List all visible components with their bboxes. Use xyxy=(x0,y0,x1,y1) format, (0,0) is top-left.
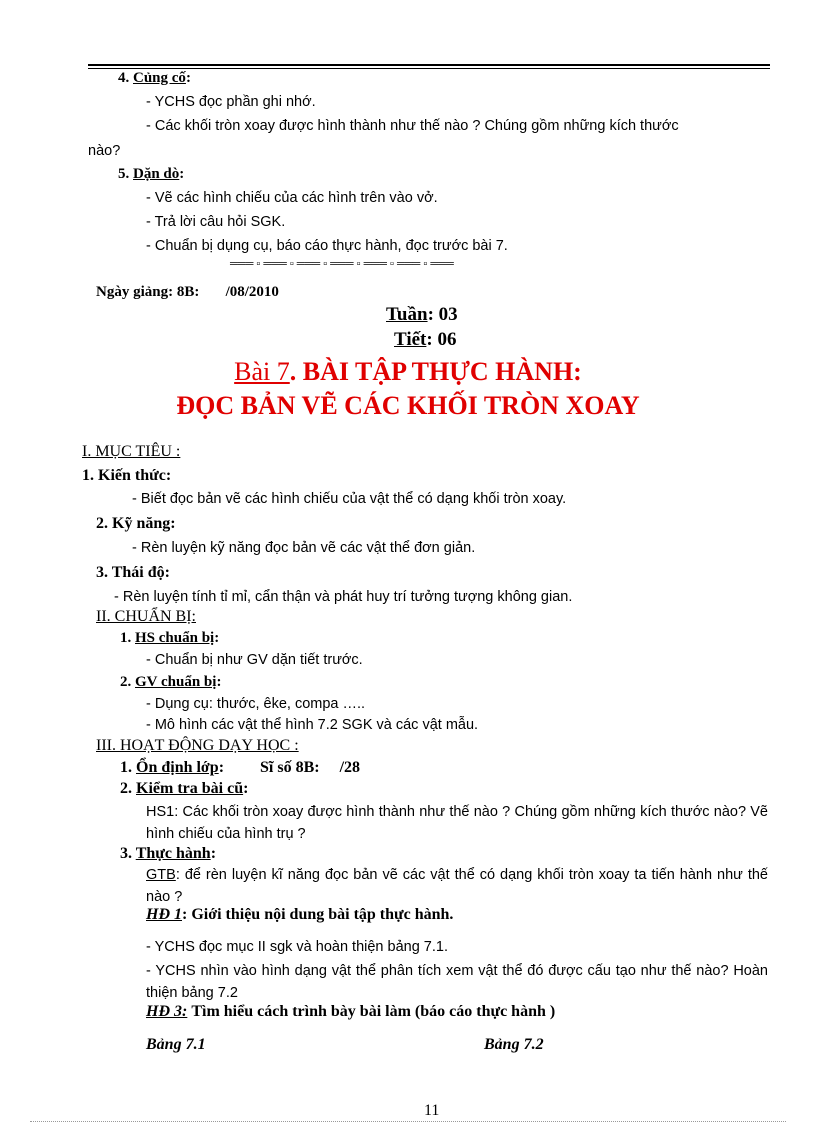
gv-prep-item-1: - Dụng cụ: thước, êke, compa ….. xyxy=(146,696,366,712)
hd3-line: HĐ 3: Tìm hiểu cách trình bày bài làm (báo cáo thực hành ) xyxy=(146,1003,556,1020)
review-item-2: - Các khối tròn xoay được hình thành như thế nào ? Chúng gồm những kích thước xyxy=(146,118,679,134)
review-item-2-cont: nào? xyxy=(88,143,121,159)
hs-prep-heading: 1. HS chuẩn bị: xyxy=(120,630,220,646)
lesson-title-line-2: ĐỌC BẢN VẼ CÁC KHỐI TRÒN XOAY xyxy=(176,391,640,420)
check-question: HS1: Các khối tròn xoay được hình thành như thế nào ? Chúng gồm những kích thước nào? Vẽ hình chiếu của hình trụ ? xyxy=(146,804,768,842)
homework-item-2: - Trả lời câu hỏi SGK. xyxy=(146,214,286,230)
skills-item: - Rèn luyện kỹ năng đọc bản vẽ các vật thể đơn giản. xyxy=(132,540,476,556)
gtb-paragraph: GTB: để rèn luyện kĩ năng đọc bản vẽ các vật thể có dạng khối tròn xoay ta tiến hành như thế nào ? xyxy=(146,867,768,905)
gv-prep-item-2: - Mô hình các vật thể hình 7.2 SGK và các vật mẫu. xyxy=(146,717,479,733)
page-number: 11 xyxy=(424,1102,440,1119)
hd1-line: HĐ 1: Giới thiệu nội dung bài tập thực hành. xyxy=(146,906,454,923)
check-heading: 2. Kiểm tra bài cũ: xyxy=(120,780,249,797)
footer-rule xyxy=(30,1121,786,1122)
activities-heading: III. HOẠT ĐỘNG DẠY HỌC : xyxy=(96,737,299,754)
hs-prep-item: - Chuẩn bị như GV dặn tiết trước. xyxy=(146,652,363,668)
header-rule-thin xyxy=(88,68,770,69)
table-7-2-label: Bảng 7.2 xyxy=(484,1036,544,1053)
homework-item-3: - Chuẩn bị dụng cụ, báo cáo thực hành, đọc trước bài 7. xyxy=(146,238,508,254)
review-item-1: - YCHS đọc phần ghi nhớ. xyxy=(146,94,316,110)
header-rule xyxy=(88,64,770,66)
section-separator: ═══ ▫ ═══ ▫ ═══ ▫ ═══ ▫ ═══ ▫ ═══ ▫ ═══ xyxy=(230,258,454,270)
attitude-heading: 3. Thái độ: xyxy=(96,564,170,581)
date-line: Ngày giảng: 8B: /08/2010 xyxy=(96,284,279,300)
knowledge-heading: 1. Kiến thức: xyxy=(82,467,172,484)
knowledge-item: - Biết đọc bản vẽ các hình chiếu của vật thể có dạng khối tròn xoay. xyxy=(132,491,567,507)
table-7-1-label: Bảng 7.1 xyxy=(146,1036,206,1053)
homework-heading: 5. Dặn dò: xyxy=(118,166,185,182)
homework-item-1: - Vẽ các hình chiếu của các hình trên vào vở. xyxy=(146,190,438,206)
hd1-item-1: - YCHS đọc mục II sgk và hoàn thiện bảng 7.1. xyxy=(146,939,448,955)
preparation-heading: II. CHUẨN BỊ: xyxy=(96,608,196,625)
objectives-heading: I. MỤC TIÊU : xyxy=(82,443,181,460)
week-line: Tuần: 03 xyxy=(386,304,458,325)
attitude-item: - Rèn luyện tính tỉ mỉ, cẩn thận và phát huy trí tưởng tượng không gian. xyxy=(114,589,573,605)
hd1-item-2: - YCHS nhìn vào hình dạng vật thể phân tích xem vật thể đó được cấu tạo như thế nào? Hoàn thiện bảng 7.2 xyxy=(146,963,768,1001)
review-heading: 4. Củng cố: xyxy=(118,70,191,86)
lesson-title-line-1: Bài 7. BÀI TẬP THỰC HÀNH: xyxy=(234,357,582,386)
gv-prep-heading: 2. GV chuẩn bị: xyxy=(120,674,222,690)
skills-heading: 2. Kỹ năng: xyxy=(96,515,176,532)
practice-heading: 3. Thực hành: xyxy=(120,845,217,862)
period-line: Tiết: 06 xyxy=(394,329,457,350)
stabilize-line: 1. Ổn định lớp: Sĩ số 8B: /28 xyxy=(120,759,361,776)
